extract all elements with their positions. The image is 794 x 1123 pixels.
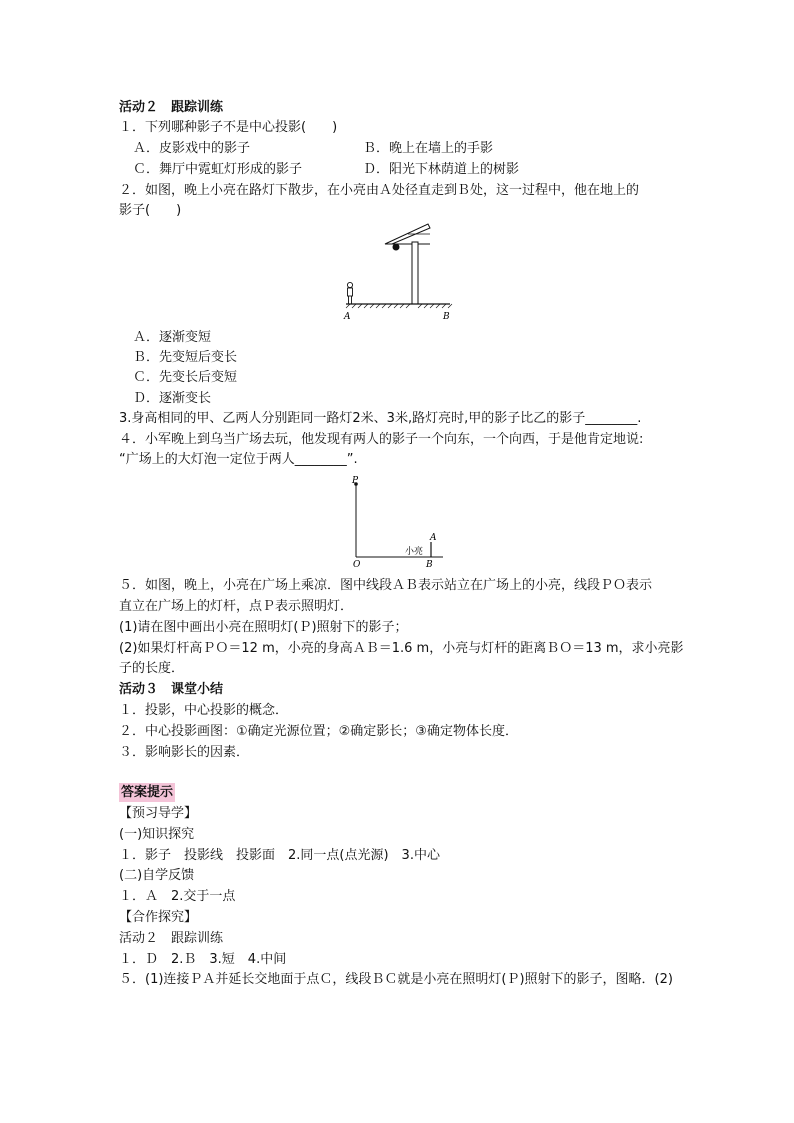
q5-line2: 直立在广场上的灯杆，点Ｐ表示照明灯． <box>119 599 354 614</box>
q1-option-b: Ｂ．晚上在墙上的手影 <box>363 141 494 156</box>
q2-option-a: Ａ．逐渐变短 <box>133 330 212 345</box>
q2-option-d: Ｄ．逐渐变长 <box>133 391 212 406</box>
q1-option-a: Ａ．皮影戏中的影子 <box>133 141 251 156</box>
q2-option-c: Ｃ．先变长后变短 <box>133 370 238 385</box>
knowledge-heading: (一)知识探究 <box>119 827 195 842</box>
feedback-answer: １．Ａ 2.交于一点 <box>119 889 236 904</box>
figure-label-b: B <box>443 312 450 322</box>
feedback-heading: (二)自学反馈 <box>119 868 195 883</box>
knowledge-answer: １．影子 投影线 投影面 2.同一点(点光源) 3.中心 <box>119 848 440 863</box>
q1-option-d: Ｄ．阳光下林荫道上的树影 <box>363 162 520 177</box>
q4-line2: “广场上的大灯泡一定位于两人________”. <box>119 452 358 467</box>
activity3-heading: 活动３ 课堂小结 <box>119 682 224 697</box>
q2-stem-line2: 影子( ) <box>119 203 182 218</box>
q5-line4: (2)如果灯杆高ＰＯ＝12 m，小亮的身高ＡＢ＝1.6 m，小亮与灯杆的距离ＢＯ＝13 m，求小亮影 <box>119 641 684 656</box>
person-icon <box>347 282 352 304</box>
figure-label-a: A <box>344 312 351 322</box>
label-p: P <box>352 476 359 486</box>
label-o: O <box>353 560 361 570</box>
q1-stem: １．下列哪种影子不是中心投影( ) <box>119 120 338 135</box>
preview-heading: 【预习导学】 <box>119 806 198 821</box>
lamp-bulb-icon <box>393 244 400 251</box>
q2-option-b: Ｂ．先变短后变长 <box>133 350 238 365</box>
answers-activity2-heading: 活动２ 跟踪训练 <box>119 931 224 946</box>
summary-item-3: ３．影响影长的因素． <box>119 745 250 760</box>
q3-stem: 3.身高相同的甲、乙两人分别距同一路灯2米、3米,路灯亮时,甲的影子比乙的影子________. <box>119 411 642 426</box>
q2-stem-line1: ２．如图，晚上小亮在路灯下散步，在小亮由Ａ处径直走到Ｂ处，这一过程中，他在地上的 <box>119 183 640 198</box>
lamppost-diagram <box>343 474 453 572</box>
answers-activity2-list: １．Ｄ 2.Ｂ 3.短 4.中间 <box>119 952 287 967</box>
q1-option-c: Ｃ．舞厅中霓虹灯形成的影子 <box>133 162 303 177</box>
q5-line1: ５．如图，晚上，小亮在广场上乘凉．图中线段ＡＢ表示站立在广场上的小亮，线段ＰＯ表示 <box>119 578 653 593</box>
label-a: A <box>430 533 437 543</box>
answer-badge: 答案提示 <box>120 785 173 800</box>
lamp-pole <box>412 242 418 304</box>
cooperation-heading: 【合作探究】 <box>119 910 198 925</box>
activity2-heading: 活动２ 跟踪训练 <box>119 100 224 115</box>
q5-line5: 子的长度． <box>119 661 185 676</box>
summary-item-1: １．投影，中心投影的概念． <box>119 703 289 718</box>
q5-line3: (1)请在图中画出小亮在照明灯(Ｐ)照射下的影子； <box>119 620 408 635</box>
label-person: 小亮 <box>405 547 424 557</box>
q4-line1: ４．小军晚上到乌当广场去玩，他发现有两人的影子一个向东，一个向西，于是他肯定地说: <box>119 432 644 447</box>
answers-q5: ５．(1)连接ＰＡ并延长交地面于点Ｃ，线段ＢＣ就是小亮在照明灯(Ｐ)照射下的影子，图略．(2) <box>119 972 673 987</box>
summary-item-2: ２．中心投影画图：①确定光源位置；②确定影长；③确定物体长度． <box>119 724 518 739</box>
streetlamp-figure <box>330 222 470 322</box>
label-b: B <box>426 560 433 570</box>
